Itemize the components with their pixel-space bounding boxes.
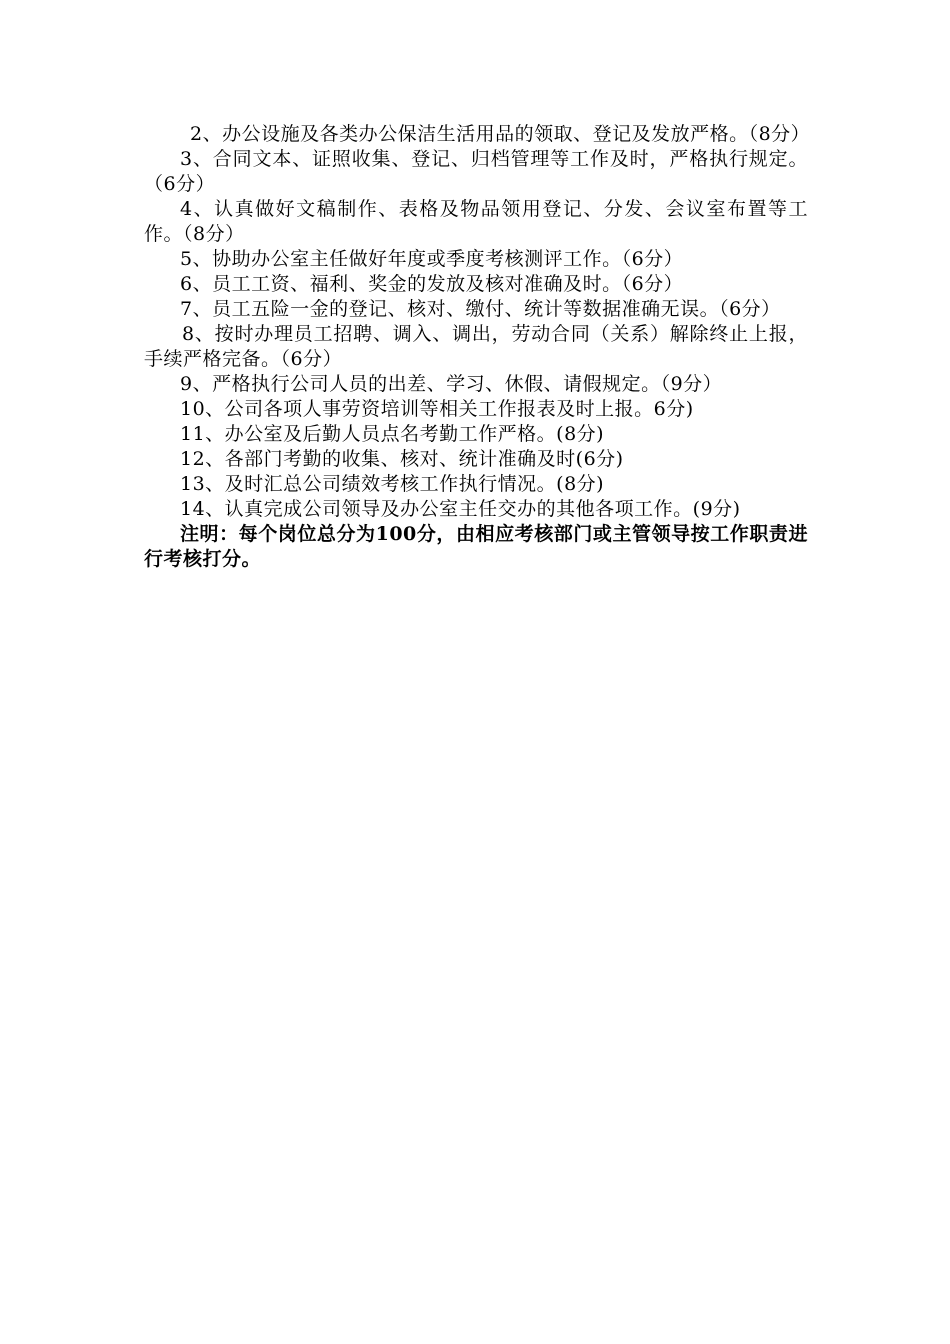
duty-item-13: 13、及时汇总公司绩效考核工作执行情况。(8分) bbox=[180, 473, 605, 495]
duty-item-4: 4、认真做好文稿制作、表格及物品领用登记、分发、会议室布置等工作。（8分） bbox=[144, 198, 808, 245]
duty-item-10: 10、公司各项人事劳资培训等相关工作报表及时上报。6分) bbox=[180, 398, 694, 420]
duty-item-12: 12、各部门考勤的收集、核对、统计准确及时(6分) bbox=[180, 448, 624, 470]
duty-item-9: 9、严格执行公司人员的出差、学习、休假、请假规定。（9分） bbox=[180, 373, 723, 395]
scoring-note: 注明：每个岗位总分为100分，由相应考核部门或主管领导按工作职责进行考核打分。 bbox=[144, 523, 808, 570]
duty-item-6: 6、员工工资、福利、奖金的发放及核对准确及时。（6分） bbox=[180, 273, 684, 295]
duty-item-5: 5、协助办公室主任做好年度或季度考核测评工作。（6分） bbox=[180, 248, 684, 270]
duty-item-14: 14、认真完成公司领导及办公室主任交办的其他各项工作。(9分) bbox=[180, 498, 741, 520]
duty-item-11: 11、办公室及后勤人员点名考勤工作严格。(8分) bbox=[180, 423, 605, 445]
document-body bbox=[144, 122, 811, 572]
duty-item-2: 2、办公设施及各类办公保洁生活用品的领取、登记及发放严格。（8分） bbox=[190, 123, 811, 145]
duty-item-7: 7、员工五险一金的登记、核对、缴付、统计等数据准确无误。（6分） bbox=[180, 298, 781, 320]
duty-item-8: 8、按时办理员工招聘、调入、调出，劳动合同（关系）解除终止上报，手续严格完备。（6分） bbox=[144, 323, 808, 370]
duty-item-3: 3、合同文本、证照收集、登记、归档管理等工作及时，严格执行规定。（6分） bbox=[144, 148, 808, 195]
